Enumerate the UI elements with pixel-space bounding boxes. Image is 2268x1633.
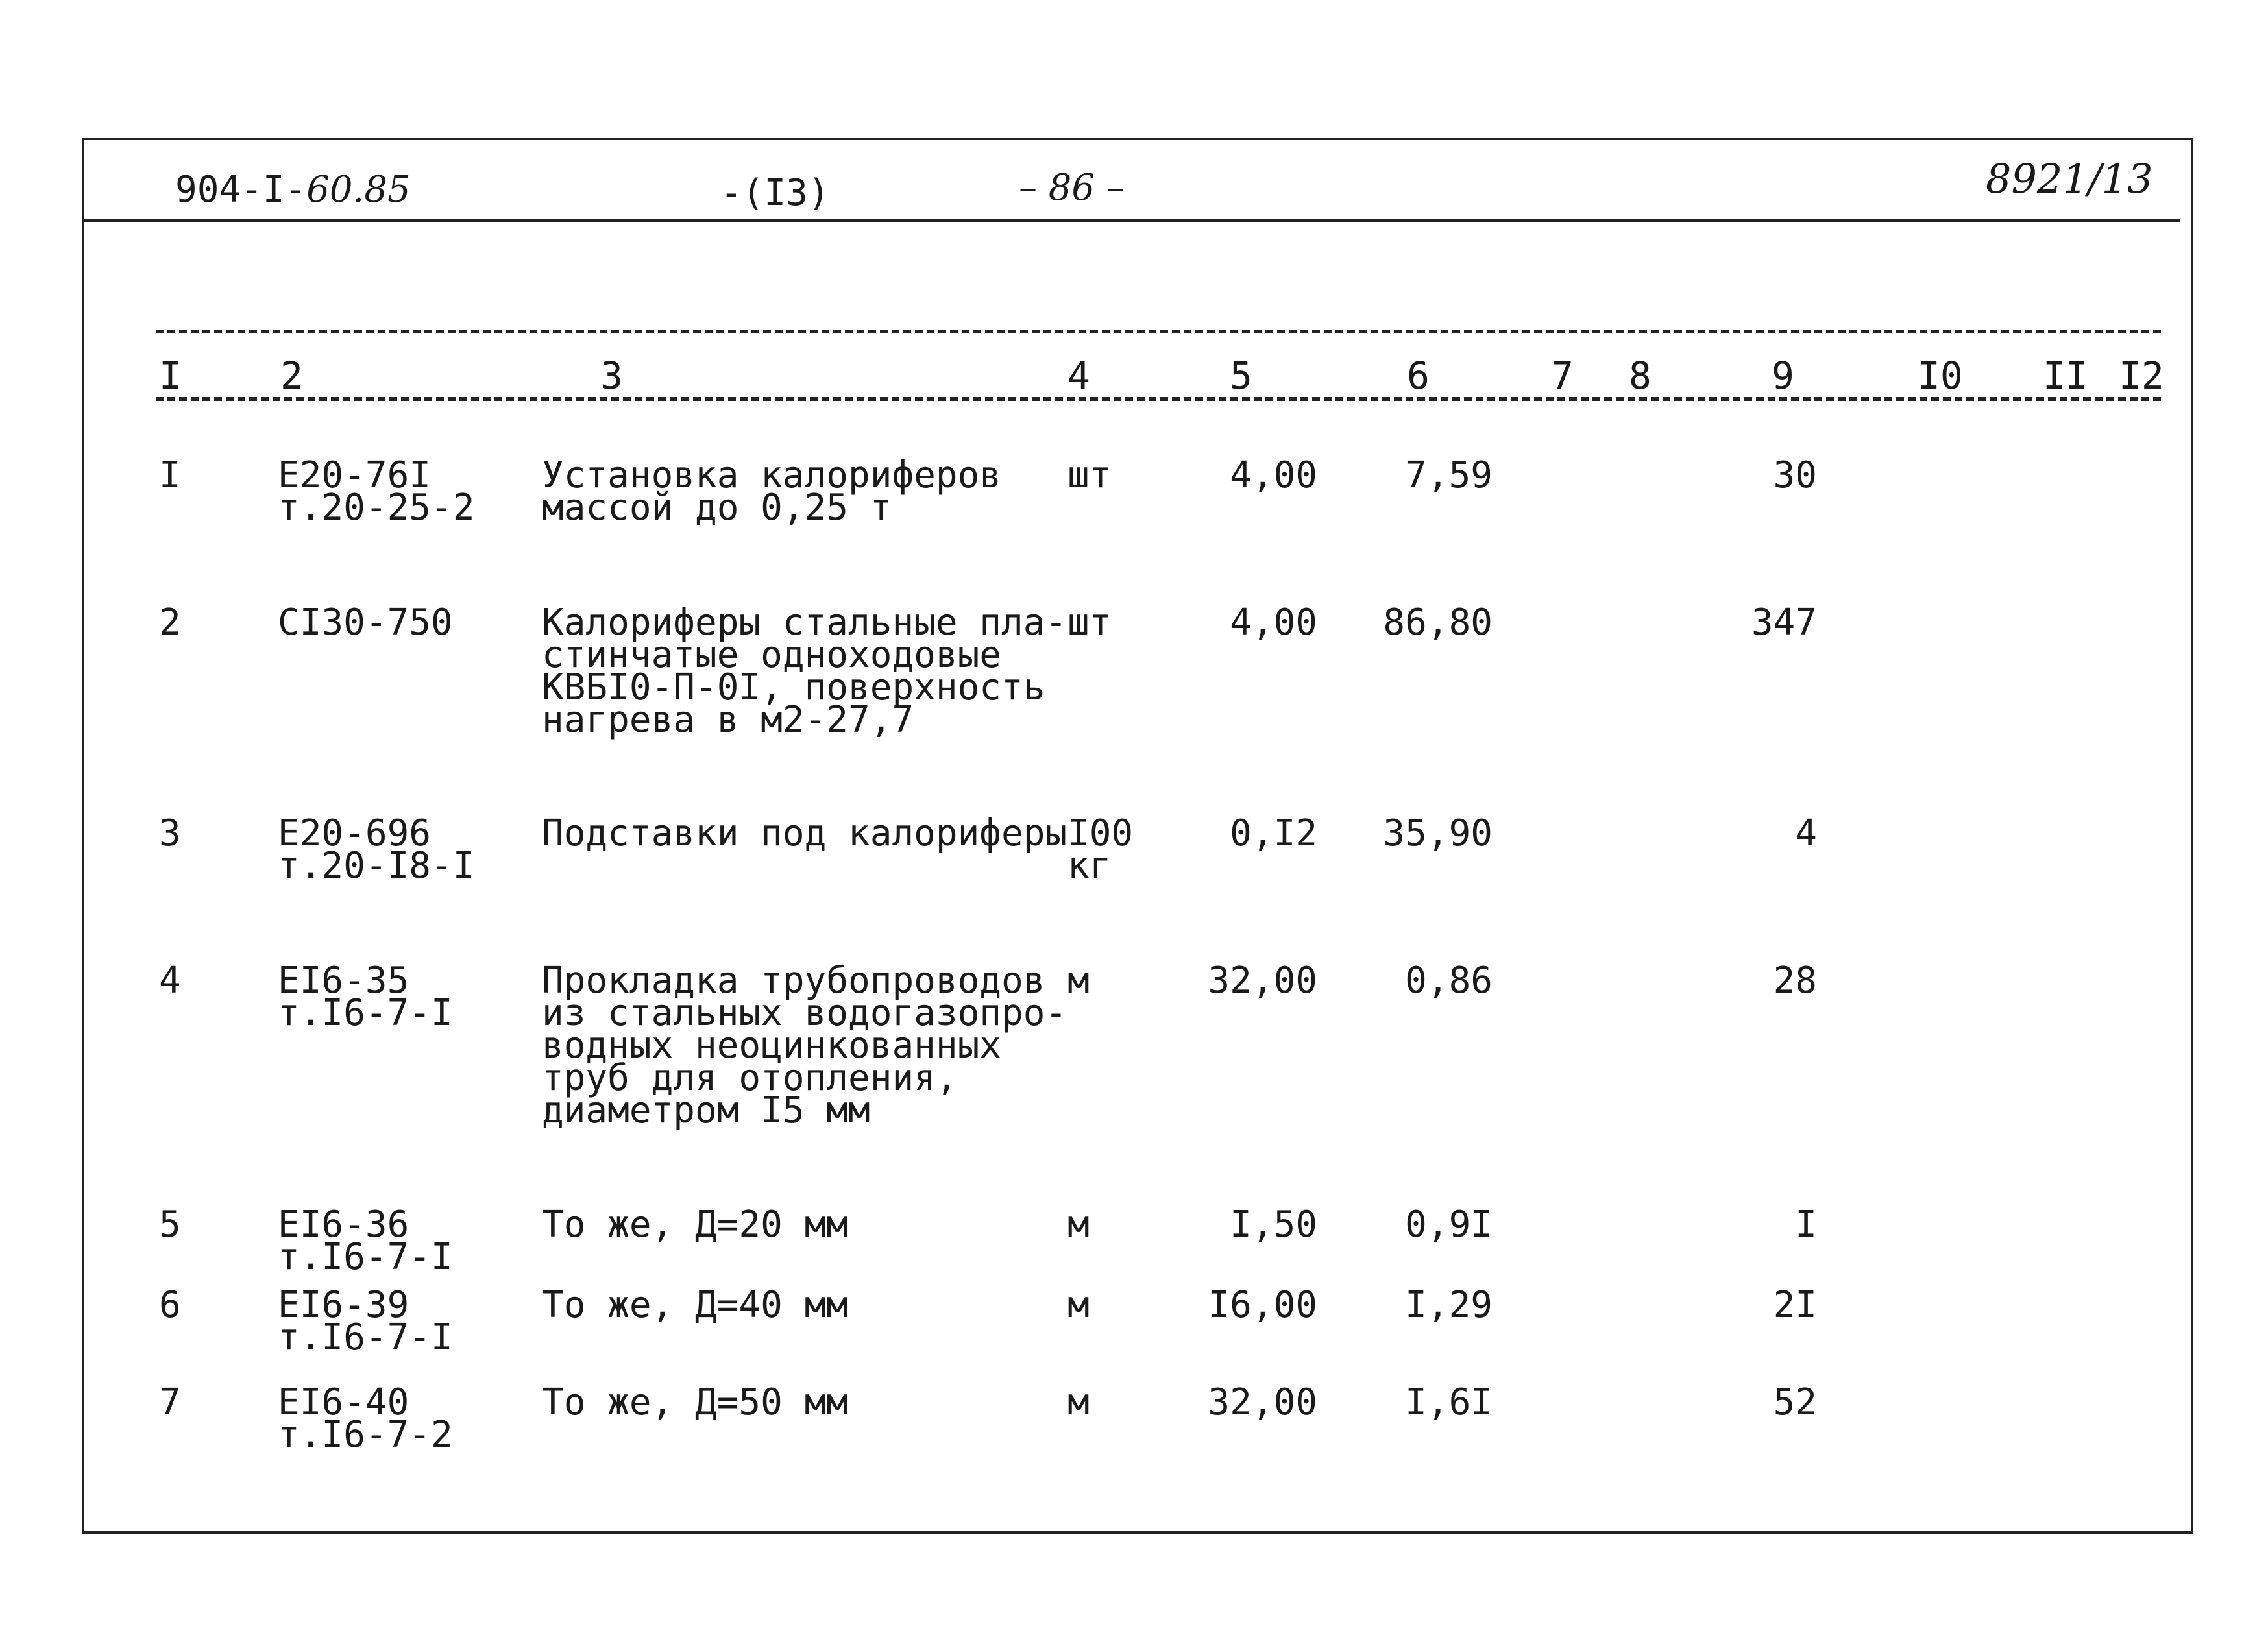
row-unit-price: I,6I [1405,1381,1493,1423]
header-divider [84,219,2180,222]
row-code: СI30-750 [278,601,453,644]
section-label: -(I3) [720,172,830,214]
row-total: 28 [1773,960,1817,1002]
row-code: Е20-696 т.20-I8-I [278,812,475,887]
row-number: I [159,454,181,496]
row-number: 6 [159,1284,181,1326]
row-unit: м [1067,1381,1090,1423]
row-total: 30 [1773,454,1817,496]
doc-code-handwritten: 60.85 [306,169,411,211]
row-unit-price: 35,90 [1383,812,1493,854]
row-number: 3 [159,812,181,854]
row-quantity: 0,I2 [1230,812,1317,854]
row-quantity: 32,00 [1208,960,1317,1002]
column-number: 7 [1551,354,1574,398]
column-number: 6 [1407,354,1430,398]
row-name: То же, Д=20 мм [542,1204,849,1246]
row-quantity: 32,00 [1208,1381,1317,1423]
row-quantity: 4,00 [1230,601,1317,644]
row-number: 7 [159,1381,181,1423]
row-unit-price: 7,59 [1405,454,1493,496]
row-number: 4 [159,960,181,1002]
row-unit-price: 0,9I [1405,1204,1493,1246]
row-name: То же, Д=40 мм [542,1284,849,1326]
row-code: ЕI6-35 т.I6-7-I [278,960,453,1034]
row-code: ЕI6-39 т.I6-7-I [278,1284,453,1359]
row-code: ЕI6-40 т.I6-7-2 [278,1381,453,1456]
column-header-bottom-rule [156,397,2161,401]
row-unit-price: 86,80 [1383,601,1493,644]
row-unit: м [1067,1284,1090,1326]
row-total: 347 [1751,601,1817,644]
column-number: 8 [1629,354,1652,398]
row-code: ЕI6-36 т.I6-7-I [278,1204,453,1278]
row-quantity: 4,00 [1230,454,1317,496]
row-number: 5 [159,1204,181,1246]
column-number: I2 [2119,354,2164,398]
row-name: Установка калориферов массой до 0,25 т [542,454,1002,529]
row-unit-price: 0,86 [1405,960,1493,1002]
column-number: 3 [600,354,623,398]
row-unit: I00 кг [1067,812,1134,887]
row-name: Калориферы стальные пла- стинчатые одноходовые КВБI0-П-0I, поверхность нагрева в м2-27,7 [542,601,1067,741]
column-number: I0 [1918,354,1963,398]
row-name: То же, Д=50 мм [542,1381,849,1423]
doc-code-prefix: 904-I- [175,169,307,211]
column-number: 9 [1772,354,1794,398]
column-header-top-rule [156,330,2161,333]
column-number: II [2043,354,2088,398]
row-unit: шт [1067,454,1112,496]
row-unit-price: I,29 [1405,1284,1493,1326]
row-name: Прокладка трубопроводов из стальных водогазопро- водных неоцинкованных труб для отопления, диаметром I5 мм [542,960,1067,1131]
column-number: 4 [1067,354,1090,398]
row-total: 2I [1773,1284,1817,1326]
page-number: – 86 – [1019,167,1125,209]
row-total: 4 [1795,812,1817,854]
column-number: I [159,354,182,398]
row-quantity: I,50 [1230,1204,1317,1246]
row-unit: м [1067,1204,1090,1246]
row-unit: шт [1067,601,1112,644]
column-number: 5 [1230,354,1252,398]
row-code: Е20-76I т.20-25-2 [278,454,475,529]
doc-code [175,169,411,211]
row-quantity: I6,00 [1208,1284,1317,1326]
row-number: 2 [159,601,181,644]
row-total: I [1795,1204,1817,1246]
row-total: 52 [1773,1381,1817,1423]
column-number: 2 [280,354,303,398]
row-unit: м [1067,960,1090,1002]
row-name: Подставки под калориферы [542,812,1067,854]
sheet-reference: 8921/13 [1986,155,2153,202]
